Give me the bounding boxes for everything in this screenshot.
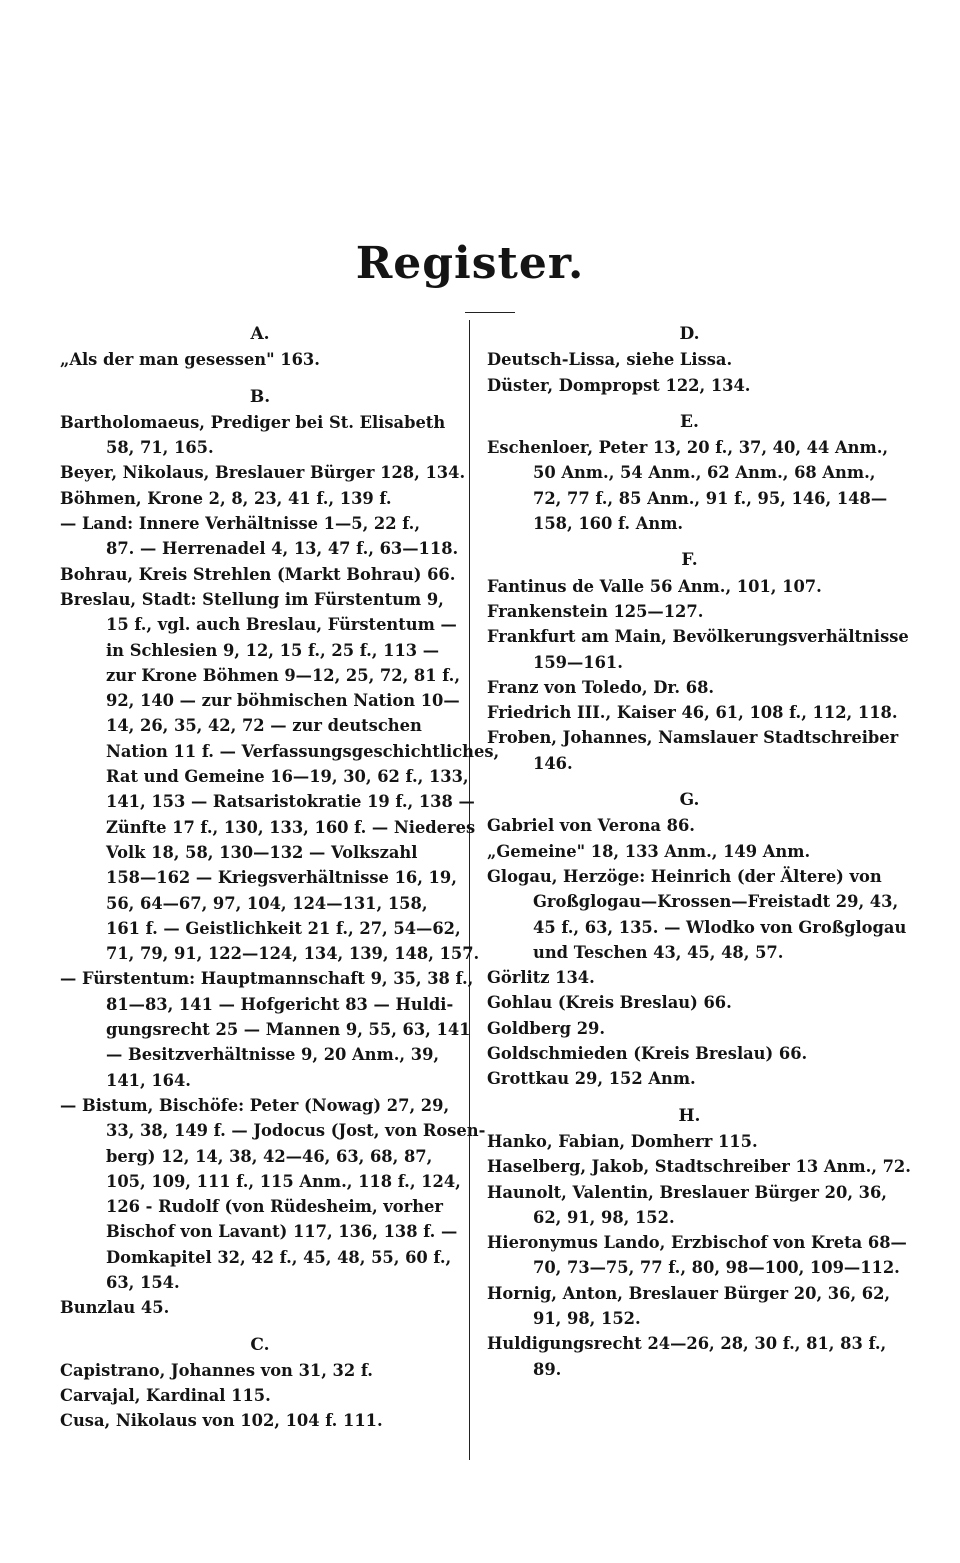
entry-continuation-line: Nation 11 f. — Verfassungsgeschichtliches, bbox=[106, 741, 500, 761]
section-letter: G. bbox=[679, 790, 700, 811]
index-entry bbox=[487, 1281, 892, 1332]
section-gap bbox=[60, 1321, 460, 1333]
index-entry bbox=[60, 1358, 460, 1383]
section-letter: F. bbox=[681, 550, 698, 571]
index-entry bbox=[60, 347, 460, 372]
index-entry bbox=[487, 725, 899, 776]
entry-continuation-line: 92, 140 — zur böhmischen Nation 10— bbox=[106, 691, 460, 711]
entry-line: Cusa, Nikolaus von 102, 104 f. 111. bbox=[60, 1411, 383, 1431]
entry-continuation-line: 89. bbox=[533, 1359, 562, 1379]
entry-line: Frankenstein 125—127. bbox=[487, 601, 704, 621]
index-entry bbox=[487, 813, 892, 838]
index-entry bbox=[487, 1016, 892, 1041]
page-title: Register. bbox=[355, 238, 585, 289]
entry-line: Goldberg 29. bbox=[487, 1018, 606, 1038]
entry-continuation-line: gungsrecht 25 — Mannen 9, 55, 63, 141 bbox=[106, 1020, 471, 1040]
index-entry bbox=[487, 1180, 892, 1231]
entry-line: Düster, Dompropst 122, 134. bbox=[487, 375, 751, 395]
entry-continuation-line: berg) 12, 14, 38, 42—46, 63, 68, 87, bbox=[106, 1146, 433, 1166]
entry-line: Breslau, Stadt: Stellung im Fürstentum 9, bbox=[60, 589, 444, 609]
section-gap bbox=[487, 536, 892, 548]
right-index-column bbox=[487, 322, 911, 1382]
section-letter: A. bbox=[250, 324, 270, 344]
index-entry bbox=[60, 486, 460, 511]
index-entry bbox=[60, 1383, 460, 1408]
index-entry bbox=[60, 562, 460, 587]
section-letter: E. bbox=[680, 411, 699, 432]
entry-continuation-line: 33, 38, 149 f. — Jodocus (Jost, von Rosen- bbox=[106, 1121, 486, 1141]
column-divider bbox=[469, 320, 470, 1460]
entry-continuation-line: 45 f., 63, 135. — Wlodko von Großglogau bbox=[533, 917, 907, 937]
entry-line: Haunolt, Valentin, Breslauer Bürger 20, 36, bbox=[487, 1182, 887, 1202]
index-entry bbox=[487, 675, 892, 700]
entry-continuation-line: Bischof von Lavant) 117, 136, 138 f. — bbox=[106, 1222, 458, 1242]
entry-continuation-line: in Schlesien 9, 12, 15 f., 25 f., 113 — bbox=[106, 640, 440, 660]
section-gap bbox=[487, 776, 892, 788]
entry-line: Frankfurt am Main, Bevölkerungsverhältnisse bbox=[487, 627, 909, 647]
index-entry bbox=[60, 460, 466, 485]
entry-continuation-line: 62, 91, 98, 152. bbox=[533, 1207, 675, 1227]
entry-line: Böhmen, Krone 2, 8, 23, 41 f., 139 f. bbox=[60, 488, 392, 508]
entry-line: Hieronymus Lando, Erzbischof von Kreta 68— bbox=[487, 1233, 907, 1253]
section-letter: C. bbox=[250, 1334, 270, 1355]
entry-line: Gohlau (Kreis Breslau) 66. bbox=[487, 993, 732, 1013]
entry-continuation-line: zur Krone Böhmen 9—12, 25, 72, 81 f., bbox=[106, 665, 461, 685]
entry-continuation-line: 15 f., vgl. auch Breslau, Fürstentum — bbox=[106, 615, 457, 635]
index-entry bbox=[487, 599, 892, 624]
entry-line: Hornig, Anton, Breslauer Bürger 20, 36, 62, bbox=[487, 1283, 891, 1303]
index-entry bbox=[487, 435, 892, 536]
entry-line: Hanko, Fabian, Domherr 115. bbox=[487, 1131, 758, 1151]
section-letter: H. bbox=[678, 1105, 701, 1126]
entry-line: Bunzlau 45. bbox=[60, 1298, 170, 1318]
entry-line: Capistrano, Johannes von 31, 32 f. bbox=[60, 1360, 373, 1380]
entry-line: Huldigungsrecht 24—26, 28, 30 f., 81, 83 f., bbox=[487, 1334, 887, 1354]
entry-continuation-line: — Besitzverhältnisse 9, 20 Anm., 39, bbox=[106, 1045, 440, 1065]
index-entry bbox=[487, 965, 892, 990]
entry-continuation-line: 63, 154. bbox=[106, 1272, 180, 1292]
index-entry bbox=[60, 511, 460, 562]
entry-line: Eschenloer, Peter 13, 20 f., 37, 40, 44 Anm., bbox=[487, 438, 889, 458]
entry-line: Beyer, Nikolaus, Breslauer Bürger 128, 134. bbox=[60, 463, 466, 483]
entry-continuation-line: 161 f. — Geistlichkeit 21 f., 27, 54—62, bbox=[106, 918, 461, 938]
section-gap bbox=[487, 1092, 892, 1104]
index-entry bbox=[487, 347, 892, 372]
section-gap bbox=[60, 373, 460, 385]
entry-continuation-line: 141, 164. bbox=[106, 1070, 191, 1090]
index-entry bbox=[60, 587, 500, 966]
entry-line: — Land: Innere Verhältnisse 1—5, 22 f., bbox=[60, 514, 421, 534]
entry-continuation-line: 14, 26, 35, 42, 72 — zur deutschen bbox=[106, 716, 422, 736]
index-entry bbox=[487, 1154, 911, 1179]
entry-continuation-line: und Teschen 43, 45, 48, 57. bbox=[533, 942, 784, 962]
entry-continuation-line: 126 - Rudolf (von Rüdesheim, vorher bbox=[106, 1197, 443, 1217]
index-entry bbox=[60, 1295, 460, 1320]
entry-line: Carvajal, Kardinal 115. bbox=[60, 1386, 271, 1406]
section-gap bbox=[487, 398, 892, 410]
index-entry bbox=[60, 1093, 486, 1295]
index-entry bbox=[487, 864, 907, 965]
index-entry bbox=[487, 624, 909, 675]
entry-line: Glogau, Herzöge: Heinrich (der Ältere) von bbox=[487, 866, 882, 886]
index-entry bbox=[487, 839, 892, 864]
entry-line: — Bistum, Bischöfe: Peter (Nowag) 27, 29, bbox=[60, 1095, 450, 1115]
entry-line: Haselberg, Jakob, Stadtschreiber 13 Anm., 72. bbox=[487, 1157, 911, 1177]
entry-continuation-line: 56, 64—67, 97, 104, 124—131, 158, bbox=[106, 893, 428, 913]
entry-continuation-line: 58, 71, 165. bbox=[106, 438, 214, 458]
entry-continuation-line: 141, 153 — Ratsaristokratie 19 f., 138 — bbox=[106, 792, 475, 812]
entry-line: Bohrau, Kreis Strehlen (Markt Bohrau) 66. bbox=[60, 564, 456, 584]
entry-continuation-line: 50 Anm., 54 Anm., 62 Anm., 68 Anm., bbox=[533, 463, 876, 483]
entry-line: „Gemeine" 18, 133 Anm., 149 Anm. bbox=[487, 841, 811, 861]
index-entry bbox=[487, 700, 898, 725]
left-index-column bbox=[60, 322, 500, 1434]
entry-continuation-line: 72, 77 f., 85 Anm., 91 f., 95, 146, 148— bbox=[533, 488, 888, 508]
index-entry bbox=[487, 373, 892, 398]
entry-line: Franz von Toledo, Dr. 68. bbox=[487, 677, 715, 697]
entry-line: Fantinus de Valle 56 Anm., 101, 107. bbox=[487, 576, 822, 596]
entry-continuation-line: Rat und Gemeine 16—19, 30, 62 f., 133, bbox=[106, 767, 469, 787]
index-entry bbox=[487, 1331, 892, 1382]
index-entry bbox=[487, 1066, 892, 1091]
entry-line: — Fürstentum: Hauptmannschaft 9, 35, 38 f., bbox=[60, 969, 474, 989]
entry-continuation-line: 81—83, 141 — Hofgericht 83 — Huldi- bbox=[106, 994, 454, 1014]
entry-continuation-line: 91, 98, 152. bbox=[533, 1308, 641, 1328]
entry-line: Bartholomaeus, Prediger bei St. Elisabeth bbox=[60, 412, 446, 432]
index-entry bbox=[487, 1230, 907, 1281]
entry-continuation-line: 70, 73—75, 77 f., 80, 98—100, 109—112. bbox=[533, 1258, 900, 1278]
index-entry bbox=[60, 966, 474, 1092]
entry-line: „Als der man gesessen" 163. bbox=[60, 350, 320, 370]
entry-continuation-line: Domkapitel 32, 42 f., 45, 48, 55, 60 f., bbox=[106, 1247, 452, 1267]
section-letter: B. bbox=[249, 386, 271, 407]
entry-line: Froben, Johannes, Namslauer Stadtschreiber bbox=[487, 728, 899, 748]
entry-continuation-line: 71, 79, 91, 122—124, 134, 139, 148, 157. bbox=[106, 944, 480, 964]
title-rule bbox=[465, 312, 515, 313]
entry-continuation-line: 146. bbox=[533, 753, 573, 773]
entry-continuation-line: Großglogau—Krossen—Freistadt 29, 43, bbox=[533, 892, 899, 912]
entry-continuation-line: 158, 160 f. Anm. bbox=[533, 514, 684, 534]
entry-continuation-line: 105, 109, 111 f., 115 Anm., 118 f., 124, bbox=[106, 1171, 461, 1191]
index-entry bbox=[487, 574, 892, 599]
entry-continuation-line: 159—161. bbox=[533, 652, 623, 672]
entry-line: Deutsch-Lissa, siehe Lissa. bbox=[487, 350, 733, 370]
section-letter: D. bbox=[679, 324, 700, 344]
entry-continuation-line: 158—162 — Kriegsverhältnisse 16, 19, bbox=[106, 868, 457, 888]
entry-line: Friedrich III., Kaiser 46, 61, 108 f., 112, 118. bbox=[487, 703, 898, 723]
entry-line: Goldschmieden (Kreis Breslau) 66. bbox=[487, 1044, 808, 1064]
entry-line: Gabriel von Verona 86. bbox=[487, 816, 695, 836]
entry-line: Grottkau 29, 152 Anm. bbox=[487, 1069, 696, 1089]
entry-continuation-line: 87. — Herrenadel 4, 13, 47 f., 63—118. bbox=[106, 539, 459, 559]
entry-line: Görlitz 134. bbox=[487, 968, 595, 988]
entry-continuation-line: Zünfte 17 f., 130, 133, 160 f. — Niederes bbox=[106, 817, 476, 837]
index-entry bbox=[60, 410, 460, 461]
index-entry bbox=[60, 1408, 460, 1433]
entry-continuation-line: Volk 18, 58, 130—132 — Volkszahl bbox=[106, 842, 418, 862]
index-entry bbox=[487, 990, 892, 1015]
index-entry bbox=[487, 1129, 892, 1154]
index-entry bbox=[487, 1041, 892, 1066]
